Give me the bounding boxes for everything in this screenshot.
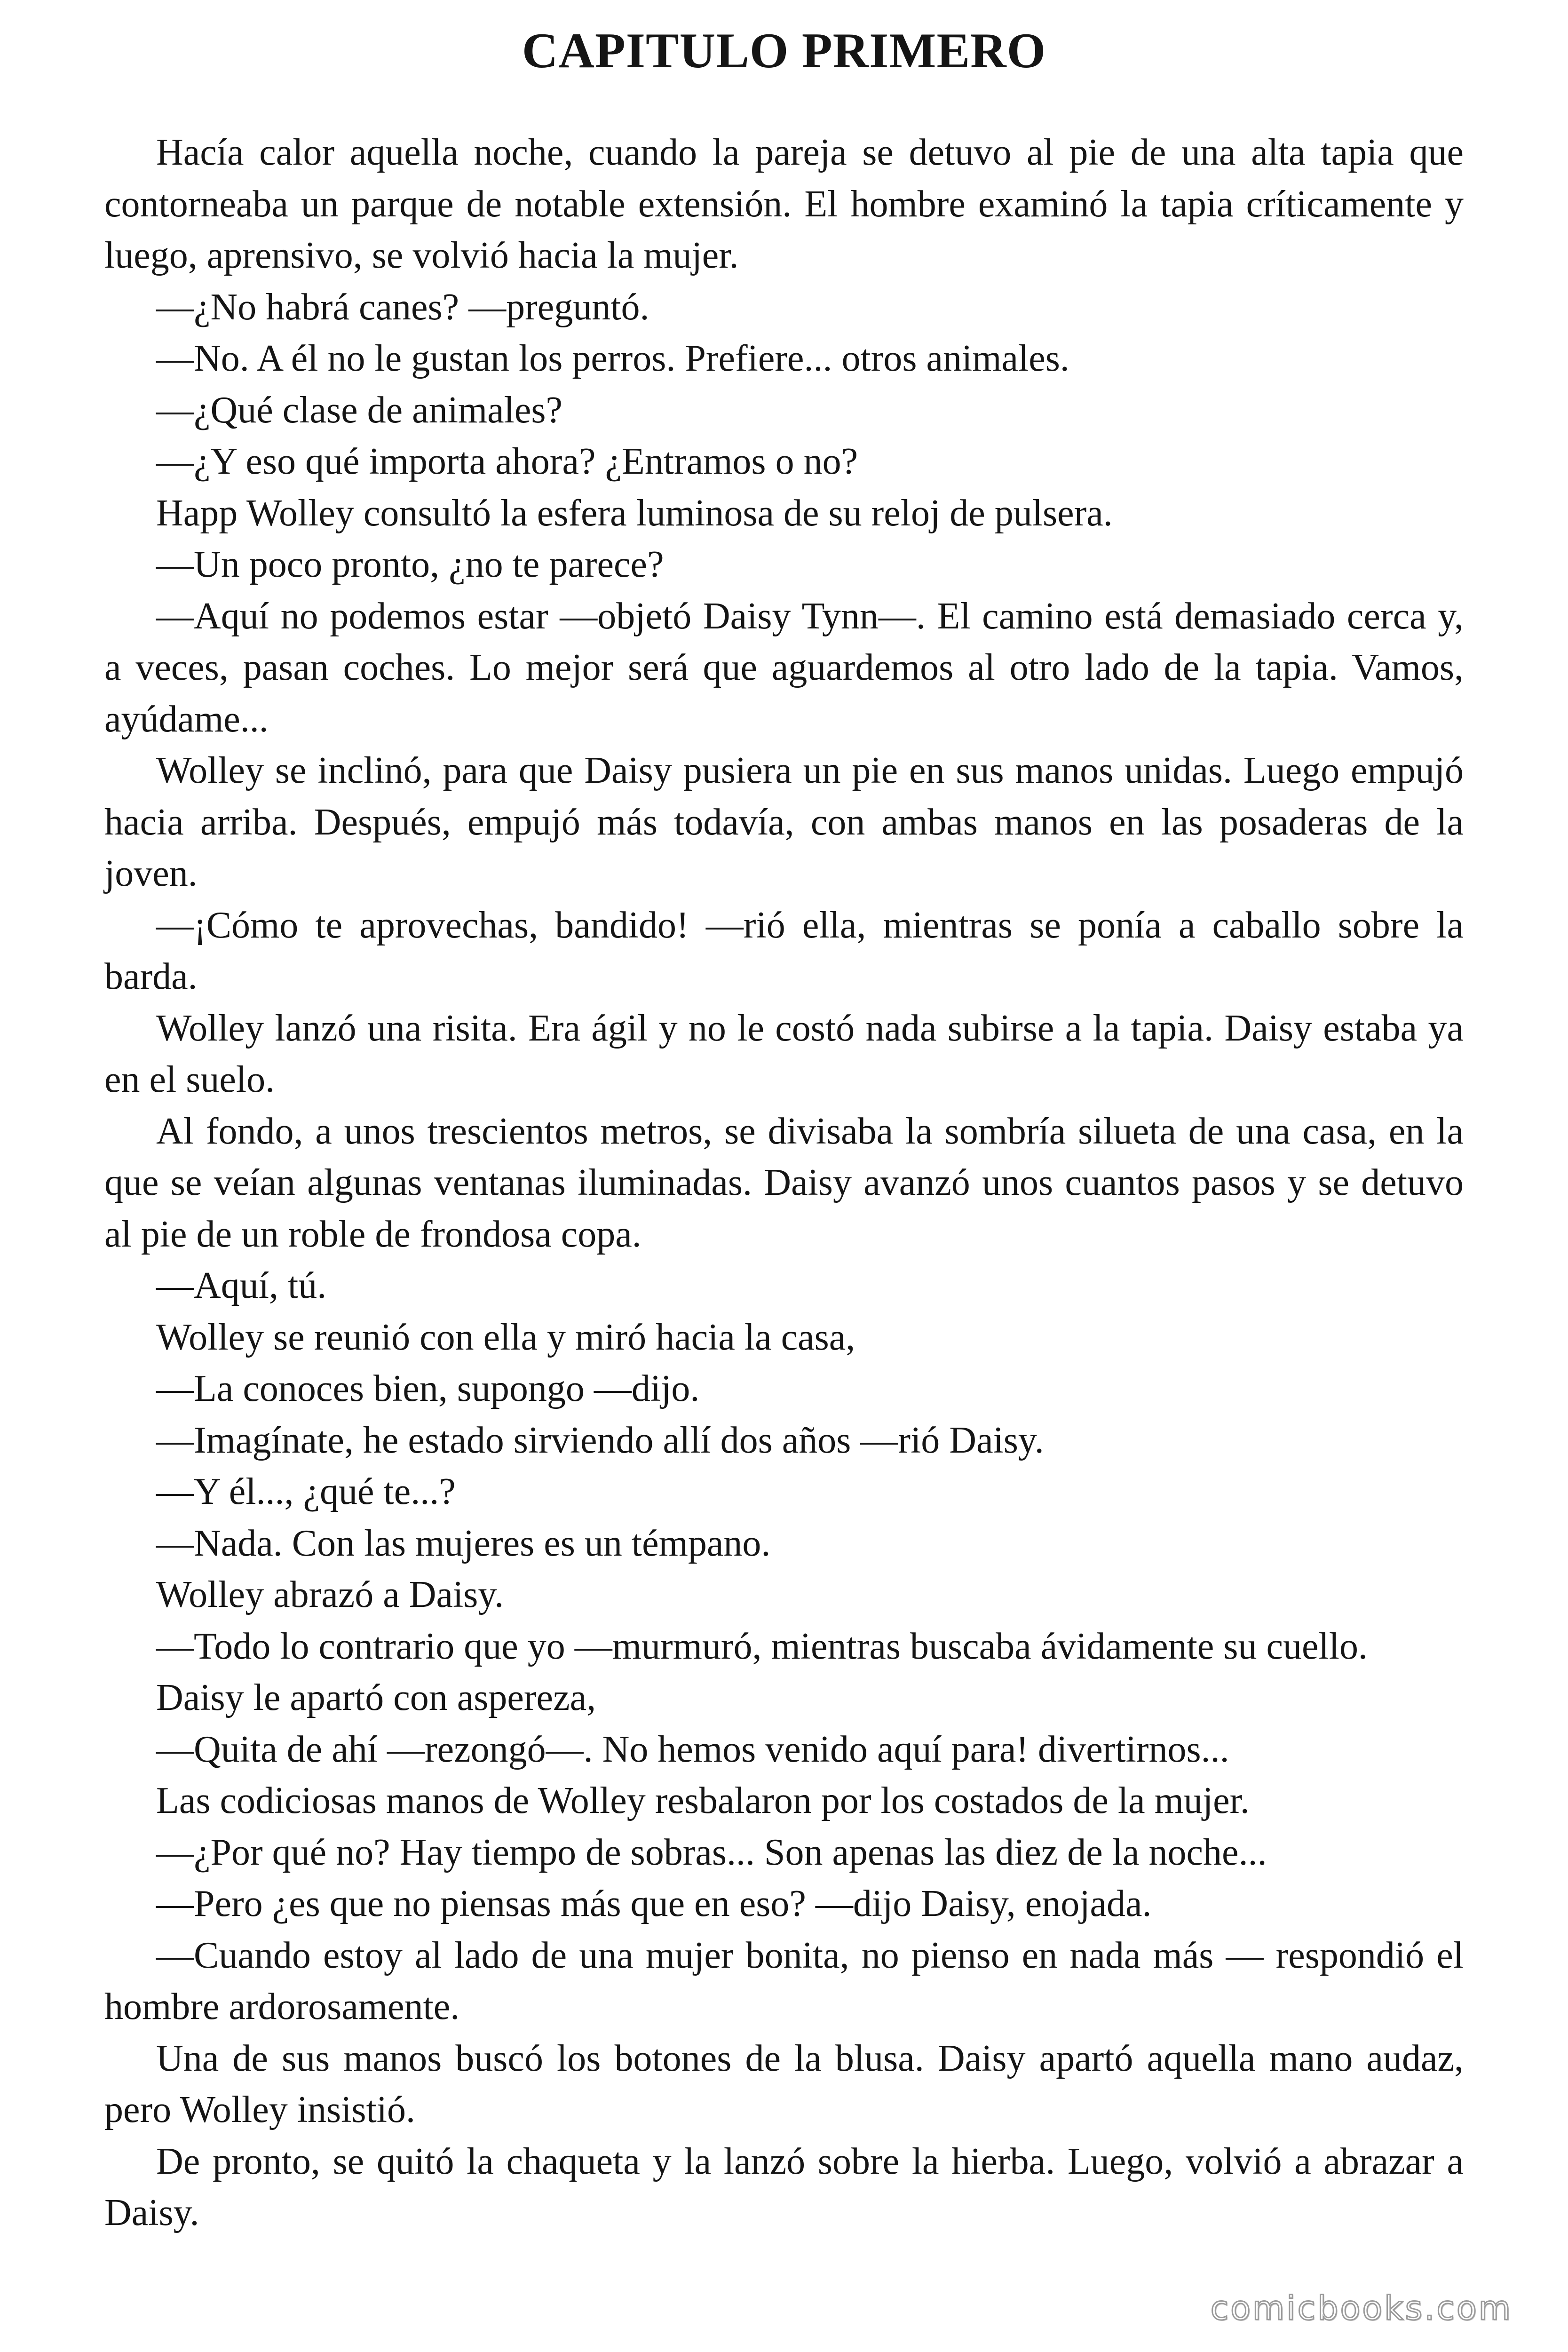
paragraph: —¿Y eso qué importa ahora? ¿Entramos o no? bbox=[156, 441, 858, 482]
paragraph: Una de sus manos buscó los botones de la blusa. Daisy apartó aquella mano audaz, pero Wolley insistió. bbox=[104, 2037, 1464, 2130]
paragraph: —Aquí, tú. bbox=[156, 1265, 327, 1306]
paragraph: —¿Qué clase de animales? bbox=[156, 389, 563, 431]
paragraph: —¡Cómo te aprovechas, bandido! —rió ella, mientras se ponía a caballo sobre la barda. bbox=[104, 904, 1464, 997]
paragraph: —No. A él no le gustan los perros. Prefiere... otros animales. bbox=[156, 338, 1069, 379]
paragraph: —¿Por qué no? Hay tiempo de sobras... Son apenas las diez de la noche... bbox=[156, 1831, 1267, 1873]
paragraph: De pronto, se quitó la chaqueta y la lanzó sobre la hierba. Luego, volvió a abrazar a Daisy. bbox=[104, 2140, 1464, 2233]
paragraph: Happ Wolley consultó la esfera luminosa de su reloj de pulsera. bbox=[156, 492, 1113, 534]
watermark-text: comicbooks.com bbox=[1210, 2289, 1513, 2328]
paragraph: —La conoces bien, supongo —dijo. bbox=[156, 1368, 700, 1409]
paragraph: —Y él..., ¿qué te...? bbox=[156, 1471, 456, 1512]
paragraph: Wolley lanzó una risita. Era ágil y no le costó nada subirse a la tapia. Daisy estaba ya en el suelo. bbox=[104, 1007, 1464, 1100]
paragraph: —Un poco pronto, ¿no te parece? bbox=[156, 544, 664, 585]
paragraph: —Pero ¿es que no piensas más que en eso? —dijo Daisy, enojada. bbox=[156, 1883, 1152, 1924]
chapter-title: CAPITULO PRIMERO bbox=[522, 23, 1046, 78]
paragraph: Al fondo, a unos trescientos metros, se divisaba la sombría silueta de una casa, en la que se veían algunas ventanas iluminadas. Daisy avanzó unos cuantos pasos y se detuvo al pie de un roble de frondosa copa. bbox=[104, 1110, 1464, 1255]
chapter-body bbox=[104, 127, 1464, 2239]
paragraph: —Todo lo contrario que yo —murmuró, mientras buscaba ávidamente su cuello. bbox=[156, 1625, 1368, 1667]
paragraph: Wolley abrazó a Daisy. bbox=[156, 1574, 504, 1615]
paragraph: —¿No habrá canes? —preguntó. bbox=[156, 286, 649, 328]
paragraph: Daisy le apartó con aspereza, bbox=[156, 1677, 596, 1718]
paragraph: —Quita de ahí —rezongó—. No hemos venido aquí para! divertirnos... bbox=[156, 1728, 1229, 1770]
paragraph: Hacía calor aquella noche, cuando la pareja se detuvo al pie de una alta tapia que contorneaba un parque de notable extensión. El hombre examinó la tapia críticamente y luego, aprensivo, se volvió hacia la mujer. bbox=[104, 132, 1464, 276]
paragraph: Wolley se inclinó, para que Daisy pusiera un pie en sus manos unidas. Luego empujó hacia arriba. Después, empujó más todavía, con ambas manos en las posaderas de la joven. bbox=[104, 750, 1464, 894]
paragraph: —Aquí no podemos estar —objetó Daisy Tynn—. El camino está demasiado cerca y, a veces, pasan coches. Lo mejor será que aguardemos al otro lado de la tapia. Vamos, ayúdame... bbox=[104, 595, 1464, 740]
paragraph: Wolley se reunió con ella y miró hacia la casa, bbox=[156, 1316, 855, 1358]
paragraph: —Nada. Con las mujeres es un témpano. bbox=[156, 1522, 771, 1564]
paragraph: Las codiciosas manos de Wolley resbalaron por los costados de la mujer. bbox=[156, 1780, 1250, 1821]
paragraph: —Cuando estoy al lado de una mujer bonita, no pienso en nada más — respondió el hombre ardorosamente. bbox=[104, 1934, 1464, 2027]
paragraph: —Imagínate, he estado sirviendo allí dos años —rió Daisy. bbox=[156, 1419, 1044, 1461]
